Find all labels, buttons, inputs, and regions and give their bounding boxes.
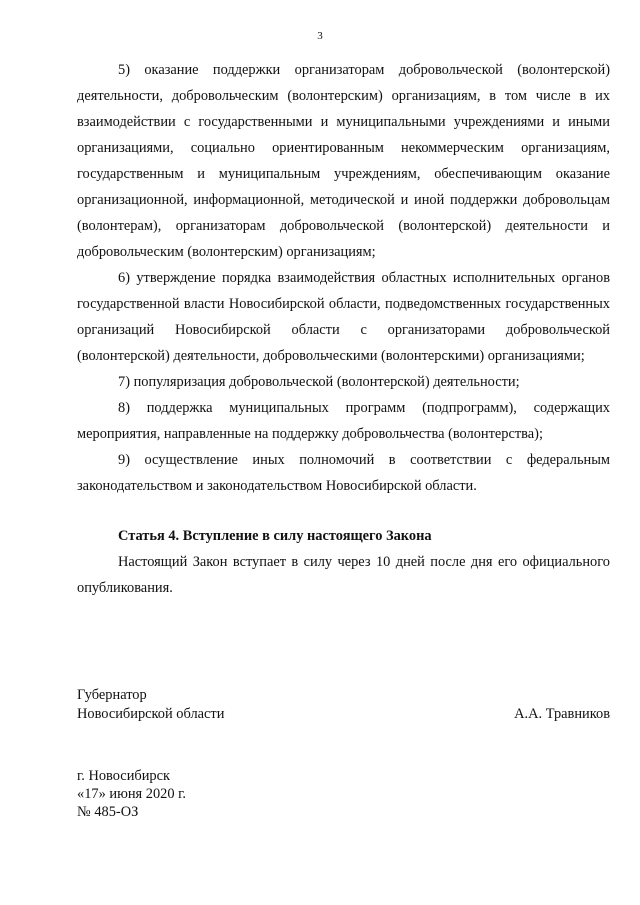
page-number: 3 [317, 30, 323, 42]
article-4-text: Настоящий Закон вступает в силу через 10 дней после дня его официального опубликования. [77, 554, 610, 596]
signatory-title: Губернатор [77, 687, 147, 703]
signing-date: «17» июня 2020 г. [77, 786, 187, 802]
signature-block [77, 686, 610, 724]
list-item-5: 5) оказание поддержки организаторам добровольческой (волонтерской) деятельности, добровольческим (волонтерским) организациям, в том числе в их взаимодействии с государственными и муниципальными учреждениями и иными организациями, социально ориентированным некоммерческим организациям, государственным и муниципальным учреждениям, обеспечивающим оказание организационной, информационной, методической и иной поддержки добровольцам (волонтерам), организаторам добровольческой (волонтерской) деятельности и добровольческим (волонтерским) организациям; [77, 62, 610, 260]
list-item-7: 7) популяризация добровольческой (волонтерской) деятельности; [118, 374, 520, 390]
place-of-signing: г. Новосибирск [77, 768, 170, 784]
article-4-heading: Статья 4. Вступление в силу настоящего Закона [118, 528, 432, 544]
document-body [77, 57, 610, 601]
closing-block [77, 767, 186, 821]
list-item-6: 6) утверждение порядка взаимодействия областных исполнительных органов государственной власти Новосибирской области, подведомственных государственных организаций Новосибирской области с организаторами добровольческой (волонтерской) деятельности, добровольческими (волонтерскими) организациями; [77, 270, 610, 364]
signatory-region: Новосибирской области [77, 706, 225, 722]
list-item-9: 9) осуществление иных полномочий в соответствии с федеральным законодательством и законодательством Новосибирской области. [77, 452, 610, 494]
signatory-line [77, 705, 610, 724]
law-number: № 485-ОЗ [77, 804, 139, 820]
list-item-8: 8) поддержка муниципальных программ (подпрограмм), содержащих мероприятия, направленные на поддержку добровольчества (волонтерства); [77, 400, 610, 442]
signatory-name: А.А. Травников [514, 706, 610, 722]
